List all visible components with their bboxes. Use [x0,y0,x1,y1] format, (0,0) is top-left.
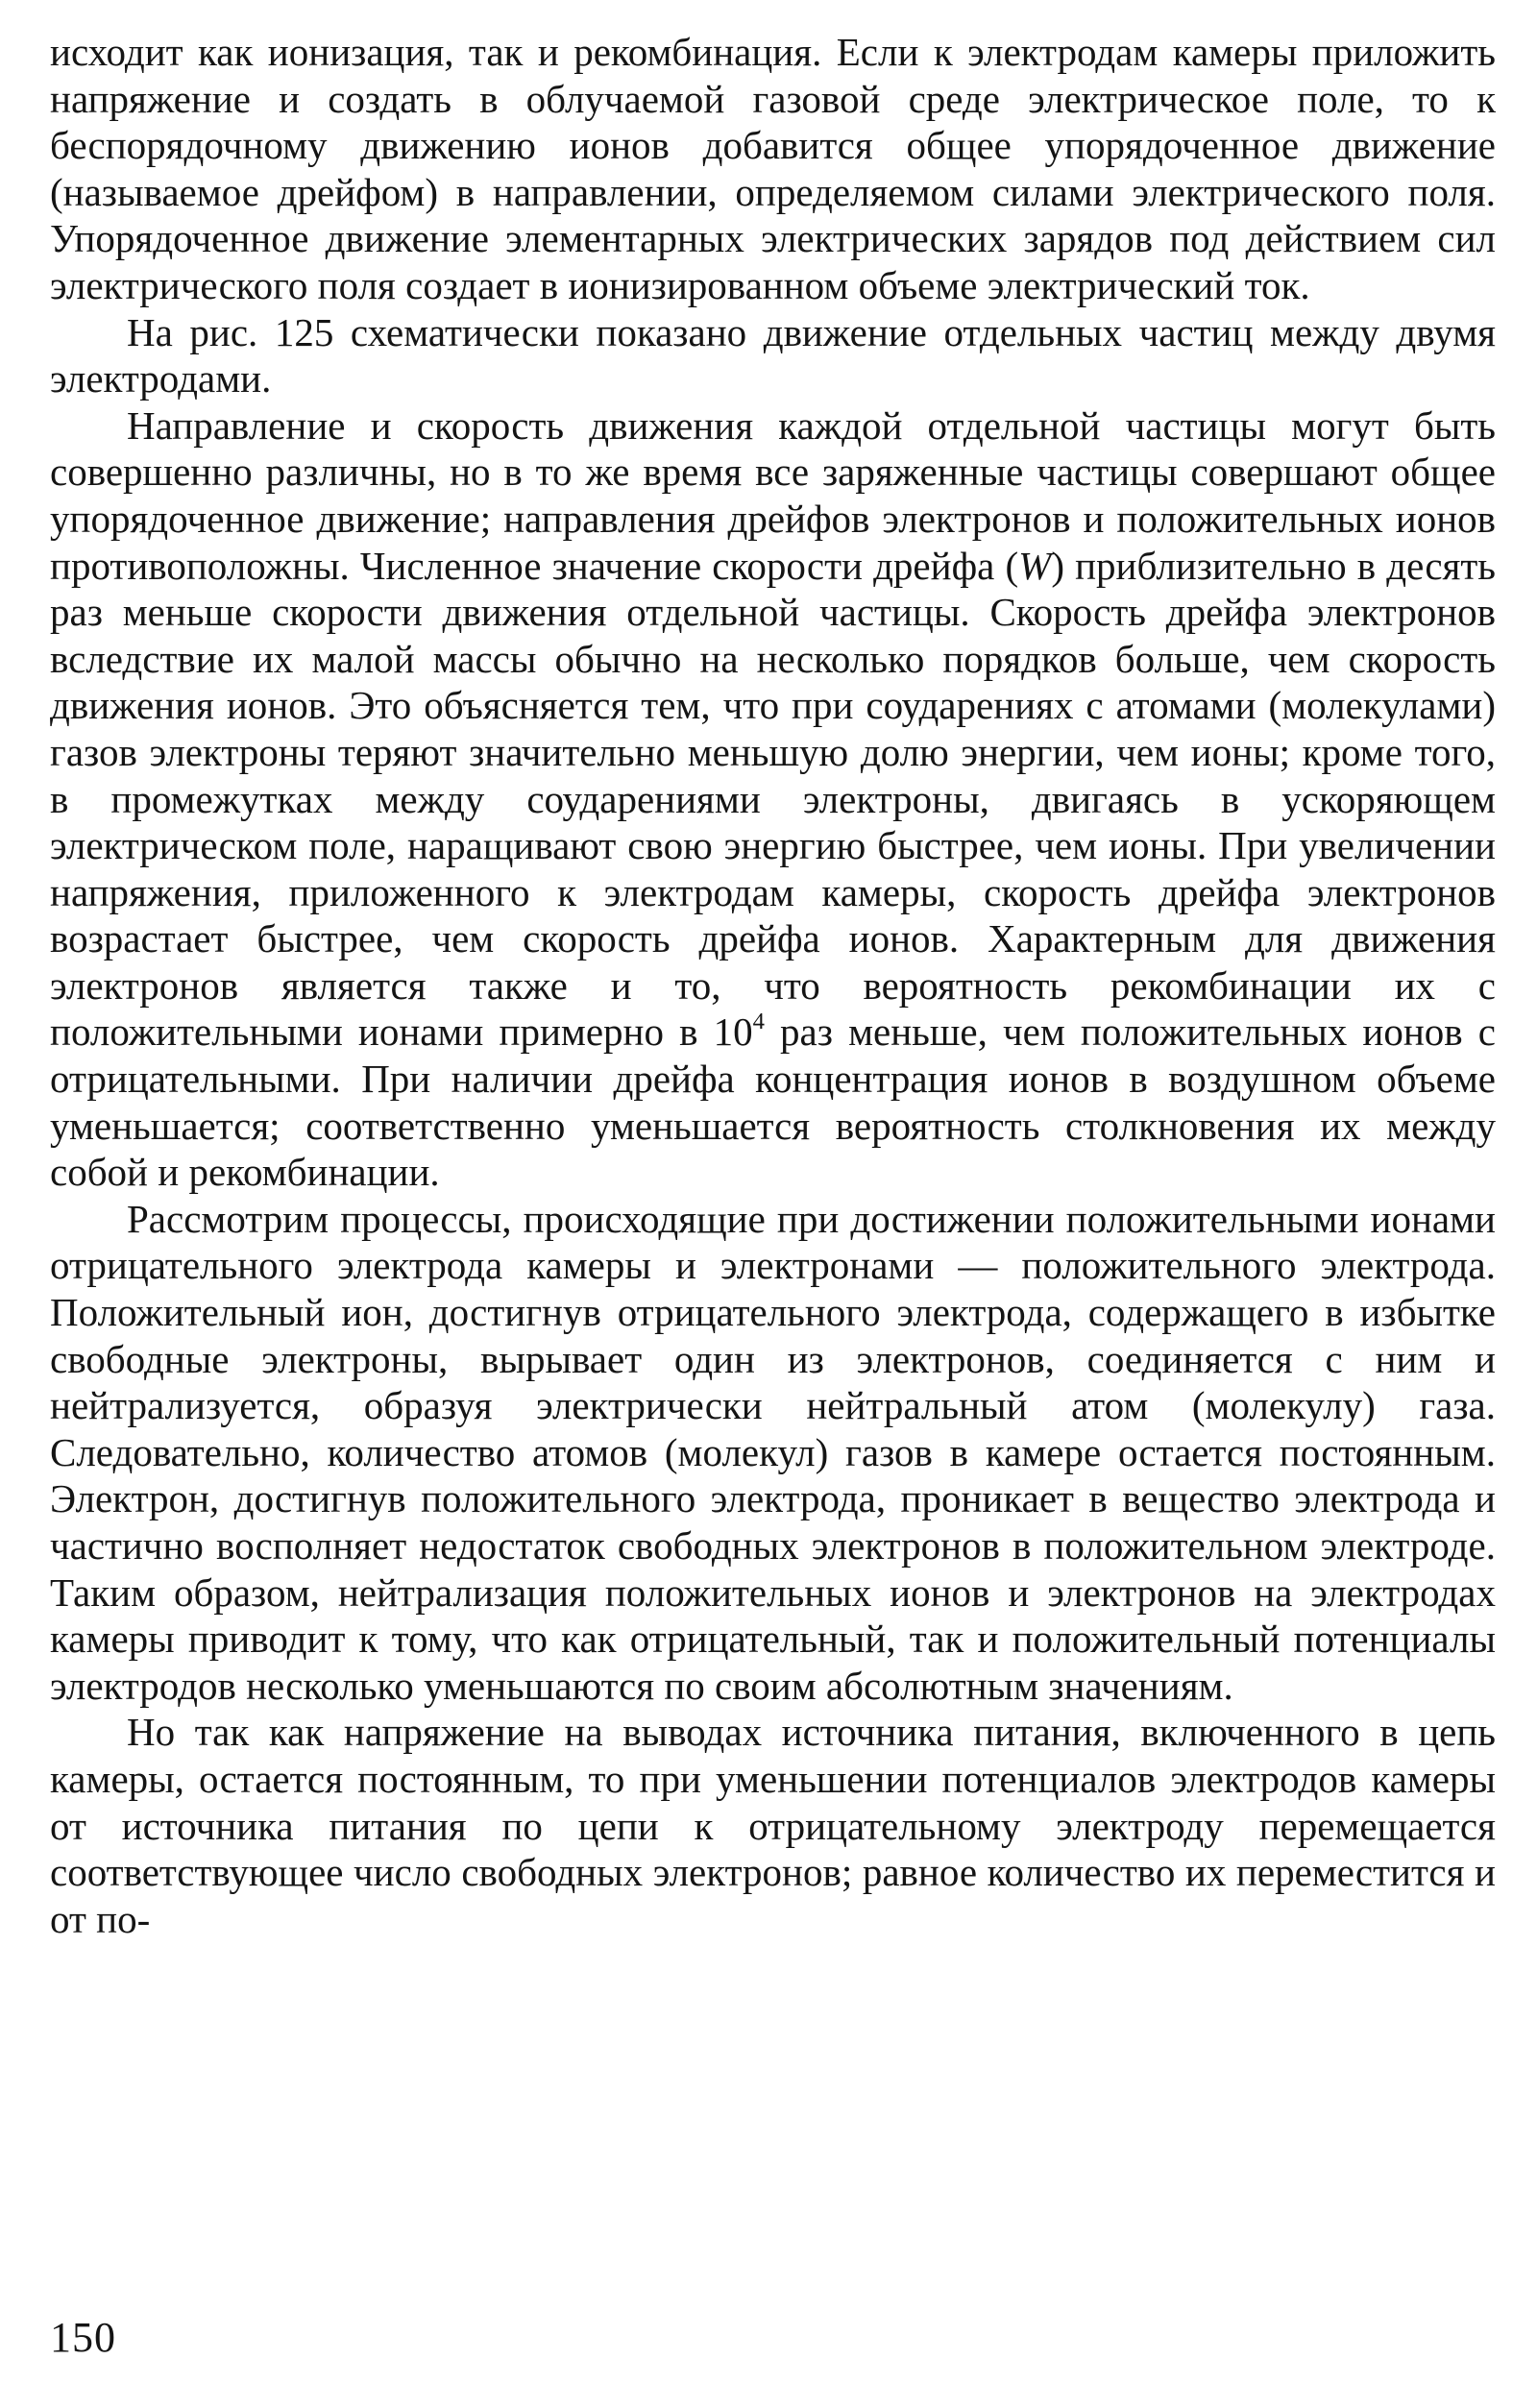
italic-symbol: W [1018,543,1052,588]
paragraph [50,1196,1496,1710]
text-run: На рис. 125 схематически показано движение отдельных частиц между двумя электродами. [50,309,1496,401]
text-run: раз меньше, чем положительных ионов с отрицательными. При наличии дрейфа концентрация ионов в воздушном объеме уменьшается; соответственно уменьшается вероятность столкновения их между собой и рекомбинации. [50,1009,1496,1195]
paragraph [50,1709,1496,1942]
page-number: 150 [50,2314,116,2361]
text-run: Направление и скорость движения каждой отдельной частицы могут быть совершенно различны, но в то же время все заряженные частицы совершают общее упорядоченное движение; направления дрейфов электронов и положительных ионов противоположны. Численное значение скорости дрейфа ( [50,402,1496,588]
paragraph [50,402,1496,1196]
document-page [50,29,1496,2372]
paragraph [50,29,1496,309]
paragraph [50,309,1496,402]
text-run: ) приблизительно в десять раз меньше скорости движения отдельной частицы. Скорость дрейфа электронов вследствие их малой массы обычно на несколько порядков больше, чем скорость движения ионов. Это объясняется тем, что при соударениях с атомами (молекулами) газов электроны теряют значительно меньшую долю энергии, чем ионы; кроме того, в промежутках между соударениями электроны, двигаясь в ускоряющем электрическом поле, наращивают свою энергию быстрее, чем ионы. При увеличении напряжения, приложенного к электродам камеры, скорость дрейфа электронов возрастает быстрее, чем скорость дрейфа ионов. Характерным для движения электронов является также и то, что вероятность рекомбинации их с положительными ионами примерно в 10 [50,543,1497,1055]
text-run: Но так как напряжение на выводах источника питания, включенного в цепь камеры, остается постоянным, то при уменьшении потенциалов электродов камеры от источника питания по цепи к отрицательному электроду перемещается соответствующее число свободных электронов; равное количество их переместится и от по- [50,1710,1496,1941]
superscript-exponent: 4 [752,1009,765,1035]
text-run: Рассмотрим процессы, происходящие при достижении положительными ионами отрицательного электрода камеры и электронами — положительного электрода. Положительный ион, достигнув отрицательного электрода, содержащего в избытке свободные электроны, вырывает один из электронов, соединяется с ним и нейтрализуется, образуя электрически нейтральный атом (молекулу) газа. Следовательно, количество атомов (молекул) газов в камере остается постоянным. Электрон, достигнув положительного электрода, проникает в вещество электрода и частично восполняет недостаток свободных электронов в положительном электроде. Таким образом, нейтрализация положительных ионов и электронов на электродах камеры приводит к тому, что как отрицательный, так и положительный потенциалы электродов несколько уменьшаются по своим абсолютным значениям. [50,1196,1496,1708]
text-run: исходит как ионизация, так и рекомбинация. Если к электродам камеры приложить напряжение и создать в облучаемой газовой среде электрическое поле, то к беспорядочному движению ионов добавится общее упорядоченное движение (называемое дрейфом) в направлении, определяемом силами электрического поля. Упорядоченное движение элементарных электрических зарядов под действием сил электрического поля создает в ионизированном объеме электрический ток. [50,30,1496,307]
text-body [50,29,1496,1942]
